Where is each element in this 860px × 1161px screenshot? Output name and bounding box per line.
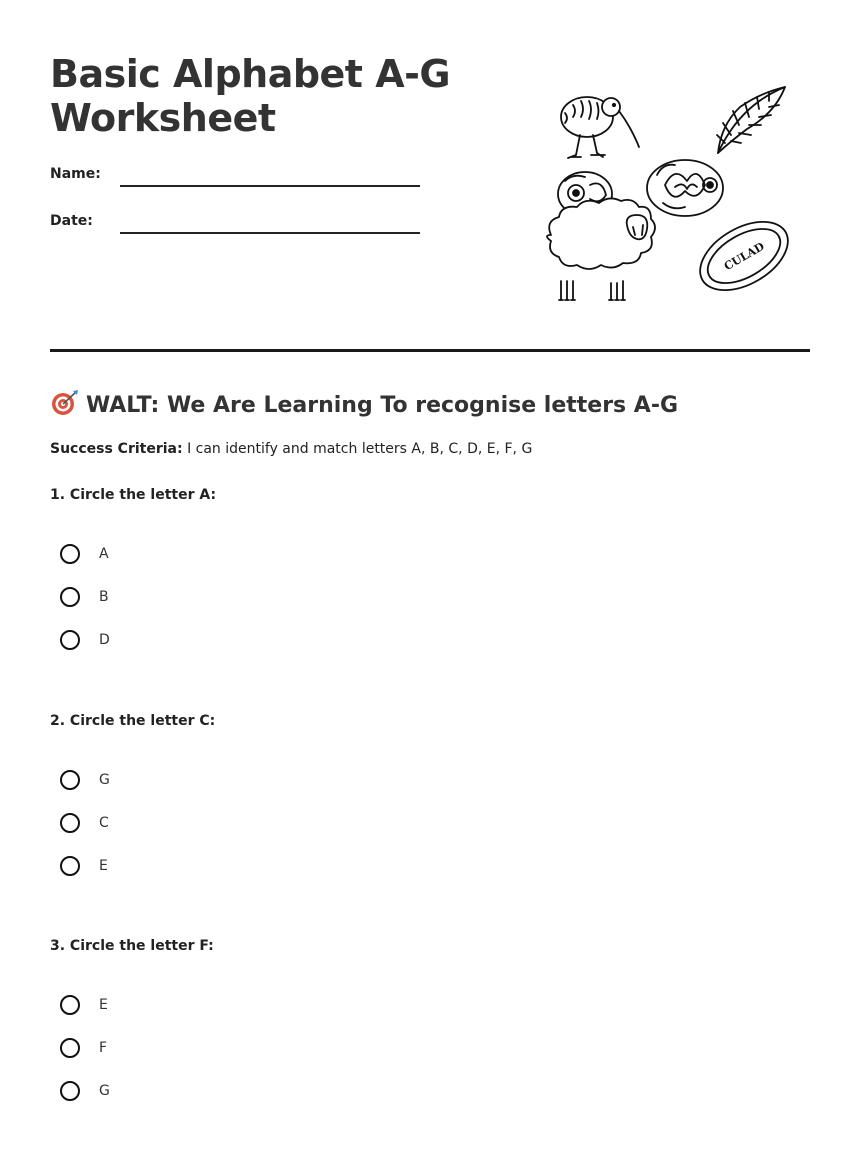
radio-button[interactable]	[60, 630, 80, 650]
option-label: F	[99, 1040, 108, 1056]
walt-text: WALT: We Are Learning To recognise letters A-G	[86, 393, 679, 418]
question-title: 1. Circle the letter A:	[50, 487, 217, 503]
koru-carving-icon	[647, 160, 723, 216]
question-title: 2. Circle the letter C:	[50, 713, 216, 729]
answer-option[interactable]	[60, 813, 360, 856]
rugby-ball-text: CULAD	[721, 239, 767, 274]
page-title	[50, 52, 450, 140]
answer-options	[60, 995, 360, 1124]
fern-leaf-icon	[717, 87, 785, 153]
radio-button[interactable]	[60, 544, 80, 564]
date-field-row	[50, 213, 430, 243]
answer-option[interactable]	[60, 856, 360, 899]
option-label: C	[99, 815, 109, 831]
question-title: 3. Circle the letter F:	[50, 938, 214, 954]
question-3	[50, 938, 750, 1099]
answer-option[interactable]	[60, 587, 360, 630]
answer-options	[60, 770, 360, 899]
success-criteria-text: I can identify and match letters A, B, C, D, E, F, G	[187, 441, 533, 457]
rugby-ball-icon	[688, 208, 799, 304]
option-label: G	[99, 772, 110, 788]
name-label: Name:	[50, 166, 101, 182]
walt-heading	[50, 389, 678, 418]
title-line-1: Basic Alphabet A-G	[50, 52, 451, 96]
answer-option[interactable]	[60, 995, 360, 1038]
section-divider	[50, 349, 810, 352]
name-field[interactable]	[120, 185, 420, 187]
answer-option[interactable]	[60, 1081, 360, 1124]
title-line-2: Worksheet	[50, 96, 276, 140]
option-label: E	[99, 858, 108, 874]
answer-option[interactable]	[60, 1038, 360, 1081]
option-label: E	[99, 997, 108, 1013]
date-field[interactable]	[120, 232, 420, 234]
answer-option[interactable]	[60, 544, 360, 587]
radio-button[interactable]	[60, 813, 80, 833]
radio-button[interactable]	[60, 770, 80, 790]
option-label: A	[99, 546, 109, 562]
radio-button[interactable]	[60, 587, 80, 607]
sheep-icon	[547, 198, 655, 300]
answer-option[interactable]	[60, 770, 360, 813]
nz-illustration	[535, 85, 805, 315]
answer-option[interactable]	[60, 630, 360, 673]
question-1	[50, 487, 750, 648]
success-criteria-label: Success Criteria:	[50, 441, 183, 457]
target-dart-icon	[50, 389, 80, 417]
date-label: Date:	[50, 213, 93, 229]
option-label: D	[99, 632, 110, 648]
option-label: G	[99, 1083, 110, 1099]
answer-options	[60, 544, 360, 673]
radio-button[interactable]	[60, 1038, 80, 1058]
success-criteria	[50, 441, 532, 457]
name-field-row	[50, 166, 430, 196]
radio-button[interactable]	[60, 856, 80, 876]
radio-button[interactable]	[60, 1081, 80, 1101]
option-label: B	[99, 589, 109, 605]
kiwi-bird-icon	[561, 97, 639, 158]
radio-button[interactable]	[60, 995, 80, 1015]
question-2	[50, 713, 750, 874]
